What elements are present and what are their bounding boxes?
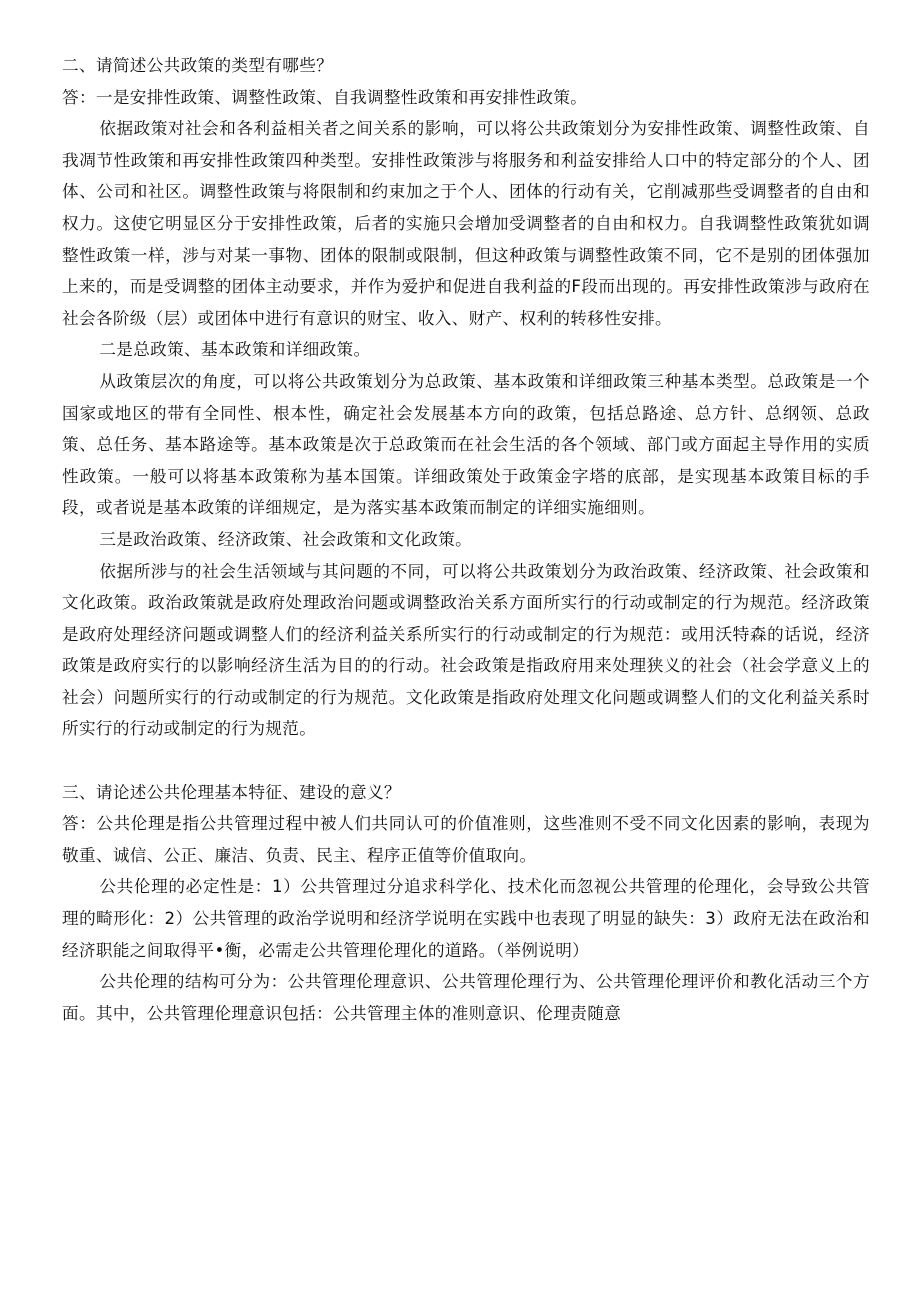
paragraph-policy-types-2: 从政策层次的角度，可以将公共政策划分为总政策、基本政策和详细政策三种基本类型。总政策是一个国家或地区的带有全同性、根本性，确定社会发展基本方向的政策，包括总路途、总方针、总纲领、总政策、总任务、基本路途等。基本政策是次于总政策而在社会生活的各个领域、部门或方面起主导作用的实质性政策。一般可以将基本政策称为基本国策。详细政策处于政策金字塔的底部，是实现基本政策目标的手段，或者说是基本政策的详细规定，是为落实基本政策而制定的详细实施细则。 xyxy=(62,371,870,518)
paragraph-policy-types-3: 依据所涉与的社会生活领域与其问题的不同，可以将公共政策划分为政治政策、经济政策、社会政策和文化政策。政治政策就是政府处理政治问题或调整政治关系方面所实行的行动或制定的行为规范。经济政策是政府处理经济问题或调整人们的经济利益关系所实行的行动或制定的行为规范：或用沃特森的话说，经济政策是政府实行的以影响经济生活为目的的行动。社会政策是指政府用来处理狭义的社会（社会学意义上的社会）问题所实行的行动或制定的行为规范。文化政策是指政府处理文化问题或调整人们的文化利益关系时所实行的行动或制定的行为规范。 xyxy=(62,561,870,739)
paragraph-public-ethics-2: 公共伦理的结构可分为：公共管理伦理意识、公共管理伦理行为、公共管理伦理评价和教化活动三个方面。其中，公共管理伦理意识包括：公共管理主体的准则意识、伦理责随意 xyxy=(62,972,870,1023)
paragraph-policy-types-1: 依据政策对社会和各利益相关者之间关系的影响，可以将公共政策划分为安排性政策、调整性政策、自我凋节性政策和再安排性政策四种类型。安排性政策涉与将服务和利益安排给人口中的特定部分的个人、团体、公司和社区。调整性政策与将限制和约束加之于个人、团体的行动有关，它削减那些受调整者的自由和权力。这使它明显区分于安排性政策，后者的实施只会增加受调整者的自由和权力。自我调整性政策犹如调整性政策一样，涉与对某一事物、团体的限制或限制，但这种政策与调整性政策不同，它不是别的团体强加上来的，而是受调整的团体主动要求，并作为爱护和促进自我利益的F段而出现的。再安排性政策涉与政府在社会各阶级（层）或团体中进行有意识的财宝、收入、财产、权利的转移性安排。 xyxy=(62,119,870,328)
document-page xyxy=(62,50,870,1029)
section-spacer xyxy=(62,745,870,777)
question-3: 三、请论述公共伦理基本特征、建设的意义？ xyxy=(62,782,401,802)
answer-3: 答：公共伦理是指公共管理过程中被人们共同认可的价值准则，这些准则不受不同文化因素的影响，表现为敬重、诚信、公正、廉洁、负责、民主、程序正值等价值取向。 xyxy=(62,814,870,865)
question-2: 二、请简述公共政策的类型有哪些？ xyxy=(62,56,334,75)
subheading-policy-types-3: 三是政治政策、经济政策、社会政策和文化政策。 xyxy=(99,529,473,549)
paragraph-public-ethics-1: 公共伦理的必定性是：1）公共管理过分追求科学化、技术化而忽视公共管理的伦理化，会导致公共管理的畸形化：2）公共管理的政治学说明和经济学说明在实践中也表现了明显的缺失：3）政府无法在政治和经济职能之间取得平•衡，必需走公共管理伦理化的道路。（举例说明） xyxy=(62,877,870,960)
subheading-policy-types-2: 二是总政策、基本政策和详细政策。 xyxy=(99,340,371,360)
answer-2: 答：一是安排性政策、调整性政策、自我调整性政策和再安排性政策。 xyxy=(62,87,588,107)
